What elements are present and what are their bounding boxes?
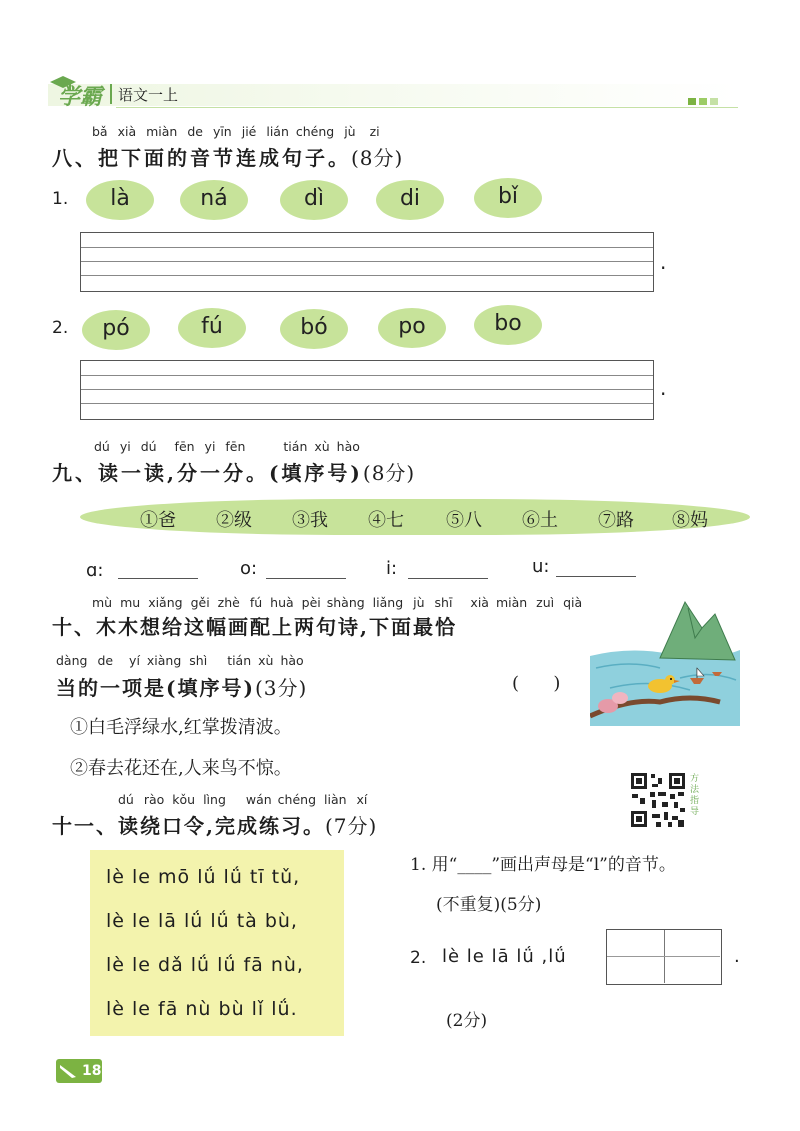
syllable-oval: bó — [280, 309, 348, 349]
pinyin-syllable: bǎ — [92, 124, 108, 139]
page-header — [48, 74, 738, 108]
pinyin-syllable: hào — [280, 653, 304, 668]
syllable-oval: di — [376, 180, 444, 220]
grid-divider-horizontal — [607, 956, 720, 957]
syllable-oval: bǐ — [474, 178, 542, 218]
q10-option-2: ②春去花还在,人来鸟不惊。 — [70, 758, 292, 779]
header-rule — [116, 107, 738, 108]
pinyin-syllable: fú — [249, 595, 263, 610]
pinyin-syllable: xià — [470, 595, 489, 610]
pinyin-syllable: kǒu — [172, 792, 196, 807]
pinyin-syllable: yīn — [212, 124, 232, 139]
pinyin-syllable: huà — [270, 595, 294, 610]
pinyin-syllable: wán — [245, 792, 272, 807]
qr-label: 方法指导 — [690, 774, 700, 817]
pinyin-syllable: lìng — [203, 792, 226, 807]
pinyin-syllable: dú — [140, 439, 157, 454]
pinyin-syllable: dàng — [56, 653, 88, 668]
q9-option: ①爸 — [140, 510, 176, 531]
tongue-twister-line: lè le fā nù bù lǐ lǘ. — [106, 998, 298, 1020]
pinyin-syllable: liǎng — [372, 595, 404, 610]
q10-option-1: ①白毛浮绿水,红掌拨清波。 — [70, 717, 292, 738]
pinyin-syllable: lián — [266, 124, 289, 139]
answer-blank[interactable] — [408, 556, 488, 579]
pinyin-syllable: jié — [241, 124, 257, 139]
pinyin-syllable: jù — [413, 595, 425, 610]
q8-title-text: 八、把下面的音节连成句子。 — [52, 146, 351, 170]
syllable-oval: po — [378, 308, 446, 348]
sentence-period: . — [660, 250, 667, 274]
pinyin-syllable: chéng — [295, 124, 335, 139]
q11-score: (7分) — [324, 814, 378, 838]
q9-option: ④七 — [368, 510, 404, 531]
vowel-label: u: — [532, 556, 550, 577]
syllable-oval: fú — [178, 308, 246, 348]
tongue-twister-line: lè le lā lǘ lǘ tà bù, — [106, 910, 298, 932]
q10-answer-box[interactable]: ( ) — [512, 673, 561, 694]
pinyin-syllable: mù — [92, 595, 113, 610]
q8-row2-number: 2. — [52, 318, 69, 338]
pinyin-syllable: miàn — [146, 124, 178, 139]
pinyin-syllable: de — [97, 653, 114, 668]
pinyin-syllable: shī — [434, 595, 453, 610]
syllable-oval: là — [86, 180, 154, 220]
pinyin-syllable: miàn — [495, 595, 528, 610]
guide-line — [81, 247, 653, 248]
pinyin-syllable: tián — [283, 439, 308, 454]
q9-pinyin — [94, 439, 360, 454]
q9-option: ⑦路 — [598, 510, 634, 531]
pinyin-syllable: xù — [258, 653, 274, 668]
q11-task2-score: (2分) — [446, 1011, 488, 1031]
pinyin-syllable: hào — [336, 439, 360, 454]
guide-line — [81, 375, 653, 376]
writing-lines[interactable] — [80, 360, 654, 420]
pinyin-syllable: yi — [204, 439, 216, 454]
guide-line — [81, 261, 653, 262]
tongue-twister-line: lè le dǎ lǘ lǘ fā nù, — [106, 954, 304, 976]
q11-task2-number: 2. — [410, 948, 427, 968]
header-divider — [110, 84, 112, 104]
syllable-oval: pó — [82, 310, 150, 350]
pinyin-syllable: chéng — [277, 792, 317, 807]
q10-title-line2 — [56, 672, 307, 701]
syllable-oval: ná — [180, 180, 248, 220]
q11-task2-text: lè le lā lǘ ,lǘ — [442, 946, 567, 967]
q11-task1-line1: 1. 用“____”画出声母是“l”的音节。 — [410, 855, 676, 875]
pinyin-syllable: yi — [119, 439, 131, 454]
pinyin-syllable: de — [187, 124, 203, 139]
q11-title-text: 十一、读绕口令,完成练习。 — [52, 814, 325, 838]
syllable-oval: bo — [474, 305, 542, 345]
syllable-oval: dì — [280, 180, 348, 220]
pinyin-syllable: zuì — [536, 595, 555, 610]
answer-blank[interactable] — [556, 554, 636, 577]
subject-title: 语文一上 — [118, 86, 179, 104]
options-band — [80, 499, 750, 535]
q11-pinyin — [118, 792, 367, 807]
vowel-label: i: — [386, 558, 398, 579]
q9-title — [52, 457, 415, 486]
q8-title — [52, 142, 403, 171]
pinyin-syllable: zi — [369, 124, 380, 139]
pinyin-syllable: yí — [129, 653, 140, 668]
q8-score: (8分) — [351, 146, 404, 170]
answer-blank[interactable] — [266, 556, 346, 579]
pinyin-syllable: qià — [563, 595, 583, 610]
pencil-icon — [58, 1062, 82, 1084]
q11-task2-period: . — [734, 946, 740, 967]
pinyin-syllable: dú — [118, 792, 134, 807]
qr-code[interactable] — [628, 770, 688, 830]
pinyin-syllable: xí — [356, 792, 368, 807]
landscape-illustration — [590, 598, 740, 726]
q10-pinyin-line2 — [56, 653, 304, 668]
q11-task1-line2: (不重复)(5分) — [436, 895, 542, 915]
logo-text: 学霸 — [58, 85, 103, 110]
pinyin-syllable: xiǎng — [148, 595, 183, 610]
pinyin-syllable: dú — [94, 439, 110, 454]
q10-pinyin-line1 — [92, 595, 582, 610]
pinyin-syllable: rào — [143, 792, 165, 807]
pinyin-syllable: shì — [189, 653, 208, 668]
answer-blank[interactable] — [118, 556, 198, 579]
pinyin-syllable: mu — [120, 595, 141, 610]
pinyin-syllable: pèi — [301, 595, 321, 610]
q10-score: (3分) — [254, 676, 308, 700]
pinyin-syllable: tián — [227, 653, 252, 668]
tianzige-answer-box[interactable] — [606, 929, 722, 985]
writing-lines[interactable] — [80, 232, 654, 292]
q10-title-line2-text: 当的一项是(填序号) — [56, 676, 255, 700]
pinyin-syllable: shàng — [326, 595, 365, 610]
page-number: 18 — [82, 1063, 102, 1079]
guide-line — [81, 403, 653, 404]
guide-line — [81, 275, 653, 276]
pinyin-syllable: gěi — [190, 595, 210, 610]
q9-option: ⑥土 — [522, 510, 558, 531]
pinyin-syllable: xù — [314, 439, 330, 454]
q9-option: ⑧妈 — [672, 510, 708, 531]
q11-title — [52, 810, 377, 839]
pinyin-syllable: xià — [117, 124, 137, 139]
pinyin-syllable: fēn — [174, 439, 195, 454]
q9-score: (8分) — [362, 461, 416, 485]
q10-title-line1: 十、木木想给这幅画配上两句诗,下面最恰 — [52, 615, 457, 639]
pinyin-syllable: xiàng — [146, 653, 182, 668]
pinyin-syllable: fēn — [225, 439, 246, 454]
pinyin-syllable: zhè — [217, 595, 240, 610]
q9-title-text: 九、读一读,分一分。(填序号) — [52, 461, 363, 485]
q9-option: ⑤八 — [446, 510, 482, 531]
pinyin-syllable: jù — [344, 124, 356, 139]
q9-option: ②级 — [216, 510, 252, 531]
tongue-twister-line: lè le mō lǘ lǘ tī tǔ, — [106, 866, 301, 888]
guide-line — [81, 389, 653, 390]
q9-option: ③我 — [292, 510, 328, 531]
q8-pinyin — [92, 124, 380, 139]
vowel-label: o: — [240, 558, 258, 579]
q8-row1-number: 1. — [52, 189, 69, 209]
pinyin-syllable: liàn — [324, 792, 347, 807]
vowel-label: ɑ: — [86, 560, 104, 581]
sentence-period: . — [660, 376, 667, 400]
